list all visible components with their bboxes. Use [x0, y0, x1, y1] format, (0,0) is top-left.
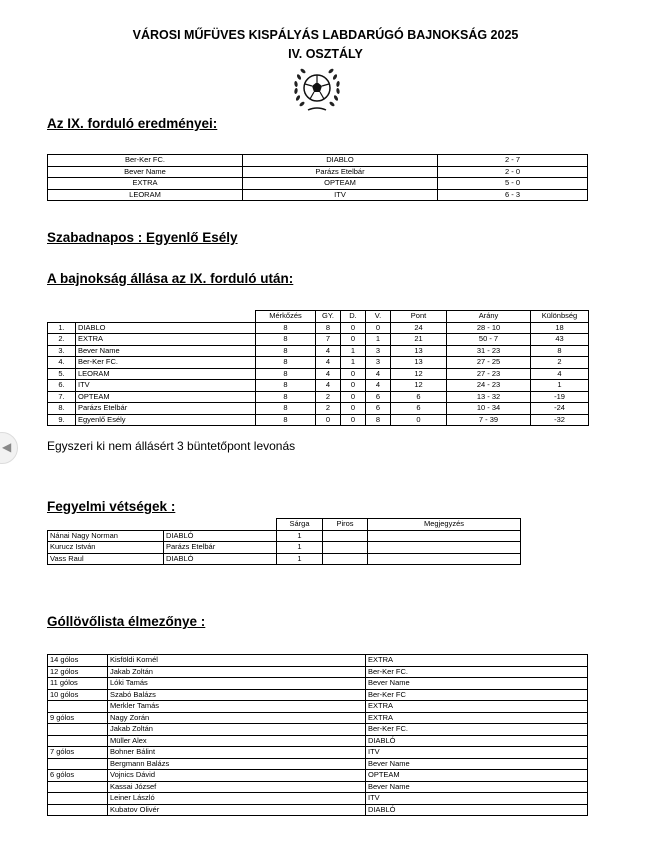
table-row	[48, 322, 589, 334]
discipline-table	[47, 518, 521, 565]
matches: 8	[256, 334, 316, 346]
scorer-name: Jakab Zoltán	[108, 724, 366, 736]
goal-count: 11 gólos	[48, 678, 108, 690]
table-row	[48, 724, 588, 736]
difference: 2	[531, 357, 589, 369]
losses: 6	[366, 391, 391, 403]
col-draws: D.	[341, 311, 366, 323]
draws: 0	[341, 334, 366, 346]
losses: 4	[366, 368, 391, 380]
team: ITV	[76, 380, 256, 392]
table-row	[48, 155, 588, 167]
col-ratio: Arány	[447, 311, 531, 323]
table-row	[48, 178, 588, 190]
difference: -32	[531, 414, 589, 426]
losses: 1	[366, 334, 391, 346]
losses: 8	[366, 414, 391, 426]
difference: 43	[531, 334, 589, 346]
position: 9.	[48, 414, 76, 426]
remark	[368, 530, 521, 542]
penalty-note: Egyszeri ki nem állásért 3 büntetőpont levonás	[47, 439, 296, 453]
ratio: 27 - 23	[447, 368, 531, 380]
table-row	[48, 553, 521, 565]
table-row	[48, 166, 588, 178]
draws: 0	[341, 391, 366, 403]
goal-count: 7 gólos	[48, 747, 108, 759]
scorer-name: Kubatov Olivér	[108, 804, 366, 816]
red-cards	[323, 553, 368, 565]
away-team: ITV	[243, 189, 438, 201]
goal-count	[48, 781, 108, 793]
scorer-team: ITV	[366, 793, 588, 805]
points: 24	[391, 322, 447, 334]
home-team: EXTRA	[48, 178, 243, 190]
position: 8.	[48, 403, 76, 415]
wins: 2	[316, 391, 341, 403]
table-row	[48, 758, 588, 770]
division-title: IV. OSZTÁLY	[288, 47, 363, 61]
ratio: 7 - 39	[447, 414, 531, 426]
scorer-name: Leiner László	[108, 793, 366, 805]
table-row	[48, 655, 588, 667]
scorer-name: Jakab Zoltán	[108, 666, 366, 678]
team: OPTEAM	[76, 391, 256, 403]
col-yellow: Sárga	[277, 519, 323, 531]
team: EXTRA	[76, 334, 256, 346]
scorer-team: OPTEAM	[366, 770, 588, 782]
points: 6	[391, 403, 447, 415]
position: 6.	[48, 380, 76, 392]
wins: 2	[316, 403, 341, 415]
scorer-name: Vojnics Dávid	[108, 770, 366, 782]
standings-header-row	[48, 311, 589, 323]
scorers-table	[47, 654, 588, 816]
matches: 8	[256, 345, 316, 357]
table-row	[48, 678, 588, 690]
table-row	[48, 666, 588, 678]
wins: 4	[316, 380, 341, 392]
scorer-name: Bergmann Balázs	[108, 758, 366, 770]
points: 12	[391, 368, 447, 380]
ratio: 28 - 10	[447, 322, 531, 334]
points: 0	[391, 414, 447, 426]
team: Ber-Ker FC.	[76, 357, 256, 369]
scorer-team: Bever Name	[366, 781, 588, 793]
team: Parázs Etelbár	[76, 403, 256, 415]
player-team: Parázs Etelbár	[164, 542, 277, 554]
table-row	[48, 689, 588, 701]
table-row	[48, 357, 589, 369]
score: 5 - 0	[438, 178, 588, 190]
table-row	[48, 391, 589, 403]
home-team: Bever Name	[48, 166, 243, 178]
remark	[368, 553, 521, 565]
scorer-team: EXTRA	[366, 655, 588, 667]
player-team: DIABLÓ	[164, 530, 277, 542]
yellow-cards: 1	[277, 530, 323, 542]
wins: 4	[316, 368, 341, 380]
ratio: 50 - 7	[447, 334, 531, 346]
player-team: DIABLÓ	[164, 553, 277, 565]
chevron-left-icon: ◀	[2, 440, 12, 454]
losses: 4	[366, 380, 391, 392]
scorer-name: Bohner Bálint	[108, 747, 366, 759]
table-row	[48, 781, 588, 793]
table-row	[48, 735, 588, 747]
ratio: 31 - 23	[447, 345, 531, 357]
table-row	[48, 345, 589, 357]
scorer-team: DIABLÓ	[366, 735, 588, 747]
draws: 0	[341, 368, 366, 380]
matches: 8	[256, 322, 316, 334]
table-row	[48, 747, 588, 759]
table-row	[48, 542, 521, 554]
col-remark: Megjegyzés	[368, 519, 521, 531]
col-losses: V.	[366, 311, 391, 323]
matches: 8	[256, 357, 316, 369]
discipline-heading: Fegyelmi vétségek :	[47, 499, 176, 514]
team: LEORAM	[76, 368, 256, 380]
yellow-cards: 1	[277, 553, 323, 565]
table-row	[48, 189, 588, 201]
goal-count: 9 gólos	[48, 712, 108, 724]
difference: -19	[531, 391, 589, 403]
score: 2 - 7	[438, 155, 588, 167]
losses: 3	[366, 357, 391, 369]
losses: 0	[366, 322, 391, 334]
team: Egyenlő Esély	[76, 414, 256, 426]
losses: 3	[366, 345, 391, 357]
goal-count	[48, 758, 108, 770]
player-name: Nánai Nagy Norman	[48, 530, 164, 542]
position: 7.	[48, 391, 76, 403]
scorer-team: Ber-Ker FC.	[366, 666, 588, 678]
standings-table	[47, 310, 589, 426]
scorer-name: Merkler Tamás	[108, 701, 366, 713]
goal-count	[48, 804, 108, 816]
scorer-team: ITV	[366, 747, 588, 759]
scorer-name: Müller Alex	[108, 735, 366, 747]
scorer-name: Kassai József	[108, 781, 366, 793]
col-wins: GY.	[316, 311, 341, 323]
goal-count	[48, 793, 108, 805]
scorer-name: Lóki Tamás	[108, 678, 366, 690]
draws: 0	[341, 414, 366, 426]
yellow-cards: 1	[277, 542, 323, 554]
table-row	[48, 334, 589, 346]
difference: 8	[531, 345, 589, 357]
table-row	[48, 380, 589, 392]
home-team: Ber-Ker FC.	[48, 155, 243, 167]
scorer-name: Nagy Zorán	[108, 712, 366, 724]
table-row	[48, 414, 589, 426]
goal-count	[48, 701, 108, 713]
results-heading: Az IX. forduló eredményei:	[47, 116, 218, 131]
col-red: Piros	[323, 519, 368, 531]
bye-heading: Szabadnapos : Egyenlő Esély	[47, 230, 238, 245]
difference: 4	[531, 368, 589, 380]
table-row	[48, 701, 588, 713]
wins: 8	[316, 322, 341, 334]
scorer-team: EXTRA	[366, 701, 588, 713]
table-row	[48, 804, 588, 816]
scorer-name: Szabó Balázs	[108, 689, 366, 701]
goal-count: 6 gólos	[48, 770, 108, 782]
draws: 0	[341, 403, 366, 415]
position: 1.	[48, 322, 76, 334]
discipline-header-row	[48, 519, 521, 531]
scorer-team: Bever Name	[366, 678, 588, 690]
table-row	[48, 770, 588, 782]
draws: 0	[341, 380, 366, 392]
goal-count: 14 gólos	[48, 655, 108, 667]
ratio: 13 - 32	[447, 391, 531, 403]
position: 3.	[48, 345, 76, 357]
scorers-heading: Góllövőlista élmezőnye :	[47, 614, 206, 629]
scorer-team: Ber-Ker FC	[366, 689, 588, 701]
team: Bever Name	[76, 345, 256, 357]
matches: 8	[256, 414, 316, 426]
table-row	[48, 712, 588, 724]
away-team: DIABLO	[243, 155, 438, 167]
remark	[368, 542, 521, 554]
difference: 18	[531, 322, 589, 334]
points: 13	[391, 345, 447, 357]
draws: 1	[341, 345, 366, 357]
previous-page-button[interactable]	[0, 432, 18, 464]
col-matches: Mérkőzés	[256, 311, 316, 323]
matches: 8	[256, 403, 316, 415]
ratio: 24 - 23	[447, 380, 531, 392]
wins: 0	[316, 414, 341, 426]
scorer-team: DIABLÓ	[366, 804, 588, 816]
table-row	[48, 530, 521, 542]
scorer-team: Bever Name	[366, 758, 588, 770]
goal-count	[48, 724, 108, 736]
ratio: 27 - 25	[447, 357, 531, 369]
matches: 8	[256, 391, 316, 403]
table-row	[48, 793, 588, 805]
position: 5.	[48, 368, 76, 380]
red-cards	[323, 542, 368, 554]
red-cards	[323, 530, 368, 542]
ratio: 10 - 34	[447, 403, 531, 415]
scorer-name: Kisföldi Kornél	[108, 655, 366, 667]
team: DIABLO	[76, 322, 256, 334]
matches: 8	[256, 368, 316, 380]
wins: 4	[316, 345, 341, 357]
scorer-team: Ber-Ker FC.	[366, 724, 588, 736]
goal-count: 10 gólos	[48, 689, 108, 701]
home-team: LEORAM	[48, 189, 243, 201]
difference: -24	[531, 403, 589, 415]
matches: 8	[256, 380, 316, 392]
document-title: VÁROSI MŰFÜVES KISPÁLYÁS LABDARÚGÓ BAJNOKSÁG 2025	[132, 28, 519, 42]
away-team: OPTEAM	[243, 178, 438, 190]
col-points: Pont	[391, 311, 447, 323]
draws: 0	[341, 322, 366, 334]
points: 6	[391, 391, 447, 403]
goal-count	[48, 735, 108, 747]
table-row	[48, 368, 589, 380]
table-row	[48, 403, 589, 415]
results-table	[47, 154, 588, 201]
wins: 7	[316, 334, 341, 346]
goal-count: 12 gólos	[48, 666, 108, 678]
points: 12	[391, 380, 447, 392]
points: 13	[391, 357, 447, 369]
player-name: Vass Raul	[48, 553, 164, 565]
away-team: Parázs Etelbár	[243, 166, 438, 178]
points: 21	[391, 334, 447, 346]
player-name: Kurucz István	[48, 542, 164, 554]
scorer-team: EXTRA	[366, 712, 588, 724]
position: 4.	[48, 357, 76, 369]
draws: 1	[341, 357, 366, 369]
position: 2.	[48, 334, 76, 346]
losses: 6	[366, 403, 391, 415]
difference: 1	[531, 380, 589, 392]
standings-heading: A bajnokság állása az IX. forduló után:	[47, 271, 294, 286]
score: 2 - 0	[438, 166, 588, 178]
col-difference: Különbség	[531, 311, 589, 323]
football-laurel-logo	[290, 64, 344, 114]
score: 6 - 3	[438, 189, 588, 201]
wins: 4	[316, 357, 341, 369]
